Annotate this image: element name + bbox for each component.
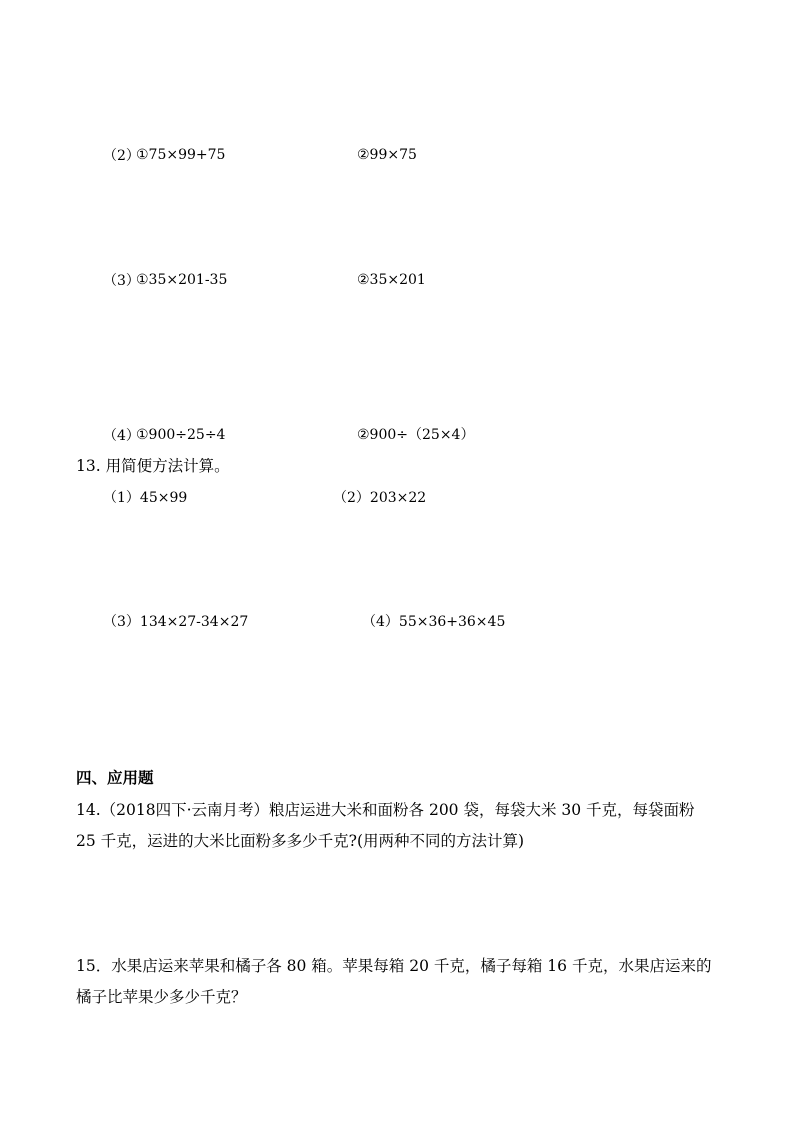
p12-row4-expr-a: ①900÷25÷4 [136,427,226,443]
p12-row3-expr-b: ②35×201 [357,272,426,288]
p12-row2-number: （2） [103,148,140,164]
p12-row4-expr-b: ②900÷（25×4） [357,427,475,443]
p15-line-1: 15．水果店运来苹果和橘子各 80 箱。苹果每箱 20 千克，橘子每箱 16 千克，水果店运来的 [76,957,712,975]
p14-line-2: 25 千克，运进的大米比面粉多多少千克?(用两种不同的方法计算) [76,832,525,850]
p12-row4-number: （4） [103,428,140,444]
p13-title: 13. 用简便方法计算。 [76,457,230,475]
p12-row3-expr-a: ①35×201-35 [136,272,228,288]
p15-line-2: 橘子比苹果少多少千克？ [76,988,247,1006]
p12-row3-number: （3） [103,273,140,289]
p14-line-1: 14.（2018四下·云南月考）粮店运进大米和面粉各 200 袋，每袋大米 30 千克，每袋面粉 [76,801,695,819]
p13-item-3: （3）134×27-34×27 [103,614,249,630]
p13-item-1: （1）45×99 [103,490,188,506]
section-heading: 四、应用题 [76,768,154,787]
p12-row2-expr-b: ②99×75 [357,147,417,163]
p13-item-2: （2）203×22 [333,490,427,506]
p12-row2-expr-a: ①75×99+75 [136,147,226,163]
p13-item-4: （4）55×36+36×45 [362,614,506,630]
